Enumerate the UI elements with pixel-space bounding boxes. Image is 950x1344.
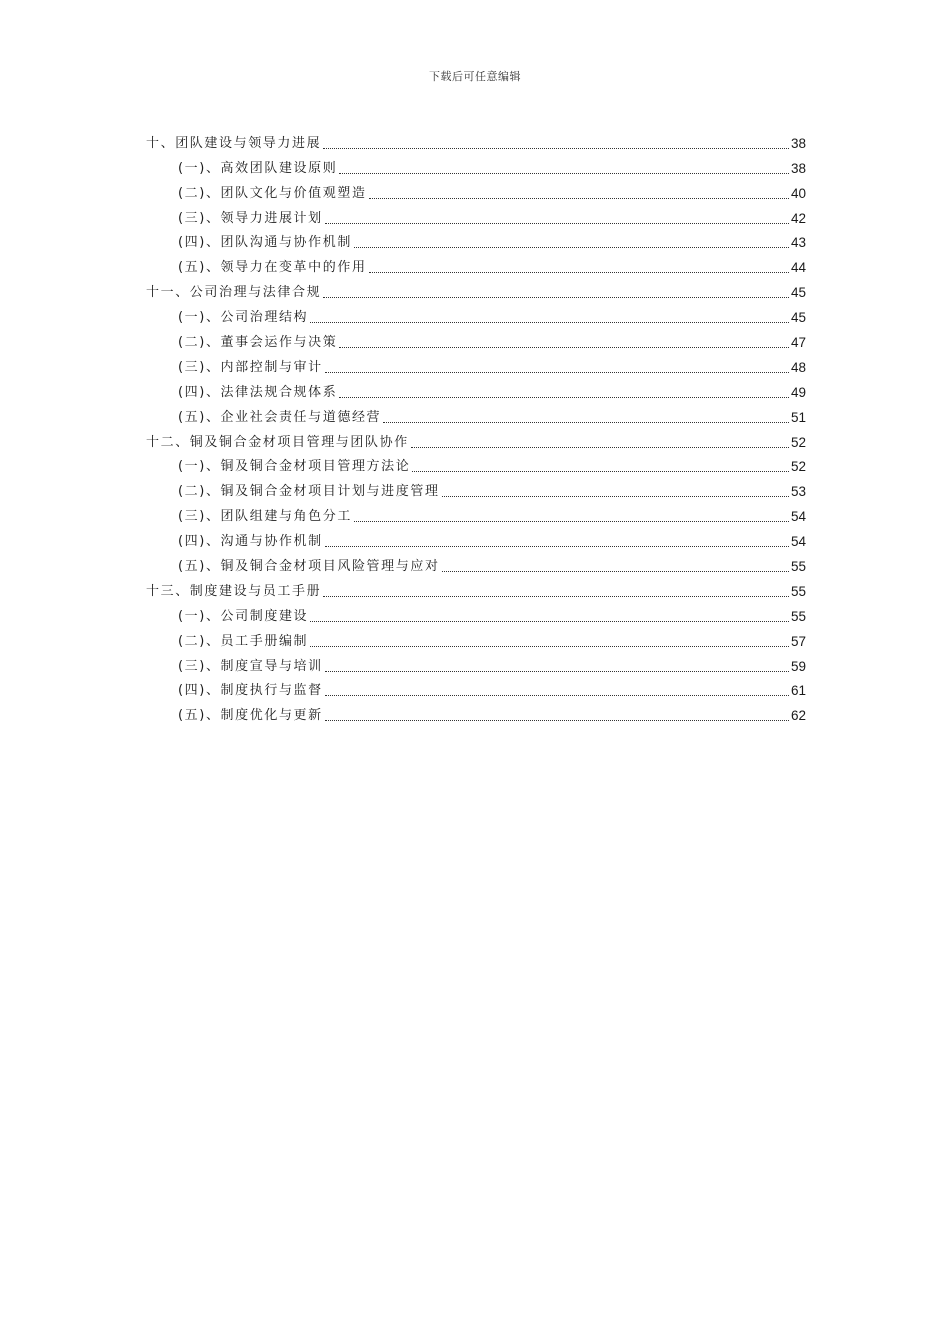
toc-leader-dots: [412, 471, 789, 472]
toc-entry-section[interactable]: [146, 327, 806, 352]
toc-entry-section[interactable]: [146, 526, 806, 551]
toc-entry-label: (四)、法律法规合规体系: [178, 384, 338, 400]
toc-page-number: 40: [790, 185, 806, 201]
toc-leader-dots: [354, 521, 789, 522]
toc-page-number: 54: [790, 534, 806, 550]
toc-entry-section[interactable]: [146, 377, 806, 402]
toc-leader-dots: [310, 646, 789, 647]
toc-leader-dots: [323, 148, 789, 149]
toc-page-number: 52: [790, 459, 806, 475]
toc-page-number: 59: [790, 658, 806, 674]
toc-page-number: 55: [790, 608, 806, 624]
toc-entry-label: (三)、领导力进展计划: [178, 210, 323, 226]
toc-page-number: 38: [790, 160, 806, 176]
toc-entry-label: (四)、团队沟通与协作机制: [178, 235, 352, 251]
toc-leader-dots: [442, 571, 789, 572]
toc-page-number: 57: [790, 633, 806, 649]
toc-entry-label: (五)、领导力在变革中的作用: [178, 260, 367, 276]
toc-entry-section[interactable]: [146, 676, 806, 701]
toc-entry-section[interactable]: [146, 700, 806, 725]
toc-entry-section[interactable]: [146, 252, 806, 277]
toc-entry-label: (四)、制度执行与监督: [178, 683, 323, 699]
toc-entry-label: (一)、铜及铜合金材项目管理方法论: [178, 459, 411, 475]
toc-entry-section[interactable]: [146, 551, 806, 576]
toc-entry-section[interactable]: [146, 601, 806, 626]
toc-entry-section[interactable]: [146, 626, 806, 651]
page-header: 下载后可任意编辑: [429, 70, 521, 83]
toc-entry-section[interactable]: [146, 228, 806, 253]
toc-entry-section[interactable]: [146, 302, 806, 327]
toc-entry-section[interactable]: [146, 651, 806, 676]
toc-page-number: 48: [790, 359, 806, 375]
toc-leader-dots: [323, 596, 789, 597]
toc-entry-section[interactable]: [146, 402, 806, 427]
toc-leader-dots: [325, 671, 789, 672]
toc-leader-dots: [339, 397, 789, 398]
toc-entry-label: (二)、团队文化与价值观塑造: [178, 185, 367, 201]
toc-page-number: 44: [790, 260, 806, 276]
toc-entry-section[interactable]: [146, 153, 806, 178]
toc-entry-label: (二)、员工手册编制: [178, 633, 309, 649]
toc-page-number: 42: [790, 210, 806, 226]
table-of-contents: [146, 128, 806, 725]
toc-page-number: 52: [790, 434, 806, 450]
toc-entry-section[interactable]: [146, 476, 806, 501]
toc-entry-chapter[interactable]: [146, 427, 806, 452]
toc-leader-dots: [383, 422, 789, 423]
toc-leader-dots: [325, 720, 789, 721]
toc-entry-section[interactable]: [146, 352, 806, 377]
toc-page-number: 51: [790, 409, 806, 425]
toc-page-number: 61: [790, 683, 806, 699]
toc-page-number: 54: [790, 509, 806, 525]
toc-leader-dots: [323, 297, 789, 298]
toc-leader-dots: [310, 621, 789, 622]
toc-entry-label: (三)、制度宣导与培训: [178, 658, 323, 674]
toc-entry-section[interactable]: [146, 178, 806, 203]
toc-entry-label: (三)、内部控制与审计: [178, 359, 323, 375]
toc-leader-dots: [369, 198, 789, 199]
toc-entry-section[interactable]: [146, 203, 806, 228]
toc-leader-dots: [354, 247, 789, 248]
toc-page-number: 43: [790, 235, 806, 251]
toc-page-number: 53: [790, 484, 806, 500]
toc-entry-label: (二)、铜及铜合金材项目计划与进度管理: [178, 484, 440, 500]
toc-entry-label: (二)、董事会运作与决策: [178, 335, 338, 351]
toc-entry-label: (三)、团队组建与角色分工: [178, 509, 352, 525]
toc-leader-dots: [325, 695, 789, 696]
toc-leader-dots: [325, 372, 789, 373]
toc-leader-dots: [325, 546, 789, 547]
toc-page-number: 49: [790, 384, 806, 400]
toc-leader-dots: [339, 347, 789, 348]
toc-entry-chapter[interactable]: [146, 128, 806, 153]
toc-page-number: 38: [790, 135, 806, 151]
toc-leader-dots: [325, 223, 789, 224]
toc-entry-label: (五)、铜及铜合金材项目风险管理与应对: [178, 559, 440, 575]
toc-entry-label: 十二、铜及铜合金材项目管理与团队协作: [146, 434, 409, 450]
toc-page-number: 47: [790, 335, 806, 351]
toc-entry-label: (五)、制度优化与更新: [178, 708, 323, 724]
toc-entry-label: (一)、公司治理结构: [178, 310, 309, 326]
toc-page-number: 55: [790, 559, 806, 575]
toc-entry-chapter[interactable]: [146, 277, 806, 302]
toc-entry-label: (五)、企业社会责任与道德经营: [178, 409, 382, 425]
toc-entry-label: (一)、高效团队建设原则: [178, 160, 338, 176]
toc-page-number: 55: [790, 583, 806, 599]
toc-entry-label: 十三、制度建设与员工手册: [146, 583, 322, 599]
toc-page-number: 45: [790, 310, 806, 326]
toc-page-number: 45: [790, 285, 806, 301]
toc-entry-label: 十一、公司治理与法律合规: [146, 285, 322, 301]
toc-leader-dots: [339, 173, 789, 174]
toc-page-number: 62: [790, 708, 806, 724]
toc-leader-dots: [310, 322, 789, 323]
toc-leader-dots: [369, 272, 789, 273]
toc-leader-dots: [411, 447, 789, 448]
toc-entry-section[interactable]: [146, 452, 806, 477]
toc-entry-section[interactable]: [146, 501, 806, 526]
toc-entry-label: (四)、沟通与协作机制: [178, 534, 323, 550]
toc-entry-label: 十、团队建设与领导力进展: [146, 135, 322, 151]
toc-entry-chapter[interactable]: [146, 576, 806, 601]
toc-entry-label: (一)、公司制度建设: [178, 608, 309, 624]
toc-leader-dots: [442, 496, 789, 497]
